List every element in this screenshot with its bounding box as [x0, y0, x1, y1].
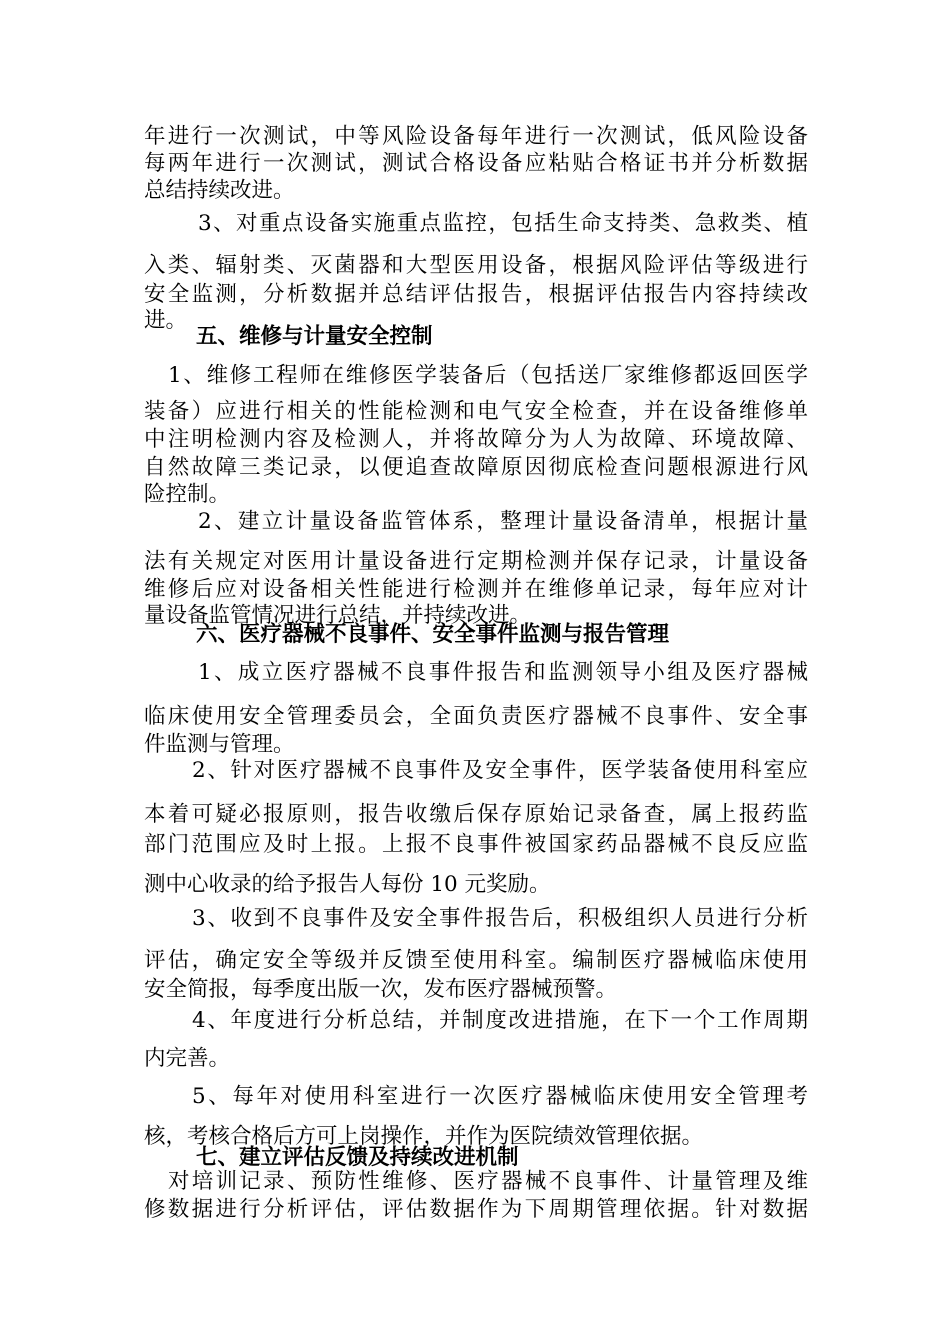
paragraph-adverse-events-2	[144, 754, 808, 901]
text-line: 1、成立医疗器械不良事件报告和监测领导小组及医疗器械	[198, 660, 808, 685]
text-line: 本着可疑必报原则，报告收缴后保存原始记录备查，属上报药监	[144, 802, 808, 827]
text-line: 中注明检测内容及检测人，并将故障分为人为故障、环境故障、	[144, 427, 808, 452]
text-line: 4、年度进行分析总结，并制度改进措施，在下一个工作周期	[192, 1008, 808, 1033]
text-line: 总结持续改进。	[144, 178, 295, 203]
text-line: 修数据进行分析评估，评估数据作为下周期管理依据。针对数据	[144, 1197, 808, 1222]
section-heading-7: 七、建立评估反馈及持续改进机制	[196, 1145, 519, 1170]
paragraph-maintenance	[144, 360, 808, 508]
text-line: 核，考核合格后方可上岗操作，并作为医院绩效管理依据。	[144, 1124, 704, 1149]
text-line: 件监测与管理。	[144, 732, 295, 757]
text-line: 量设备监管情况进行总结，并持续改进。	[144, 603, 532, 628]
text-line: 评估，确定安全等级并反馈至使用科室。编制医疗器械临床使用	[144, 948, 808, 973]
text-line: 2、建立计量设备监管体系，整理计量设备清单，根据计量	[198, 509, 808, 534]
paragraph-adverse-events-1	[144, 656, 808, 758]
text-line: 安全监测，分析数据并总结评估报告，根据评估报告内容持续改	[144, 282, 808, 307]
text-line: 法有关规定对医用计量设备进行定期检测并保存记录，计量设备	[144, 549, 808, 574]
text-line: 每两年进行一次测试，测试合格设备应粘贴合格证书并分析数据	[144, 151, 808, 176]
section-heading-6: 六、医疗器械不良事件、安全事件监测与报告管理	[196, 622, 670, 647]
paragraph-metrology	[144, 506, 808, 628]
text-line: 1、维修工程师在维修医学装备后（包括送厂家维修都返回医学	[168, 363, 808, 388]
text-line: 3、收到不良事件及安全事件报告后，积极组织人员进行分析	[192, 906, 808, 931]
paragraph-assessment	[144, 1080, 808, 1154]
section-heading-5: 五、维修与计量安全控制	[196, 324, 433, 349]
paragraph-adverse-events-3	[144, 902, 808, 1004]
text-line: 年进行一次测试，中等风险设备每年进行一次测试，低风险设备	[144, 124, 808, 149]
text-line: 进。	[144, 308, 188, 333]
text-line: 部门范围应及时上报。上报不良事件被国家药品器械不良反应监	[144, 832, 808, 857]
text-line: 安全简报，每季度出版一次，发布医疗器械预警。	[144, 977, 618, 1002]
text-line: 内完善。	[144, 1046, 231, 1071]
text-line: 2、针对医疗器械不良事件及安全事件，医学装备使用科室应	[192, 758, 808, 783]
text-line: 3、对重点设备实施重点监控，包括生命支持类、急救类、植	[198, 211, 808, 236]
text-line: 险控制。	[144, 482, 231, 507]
text-line: 维修后应对设备相关性能进行检测并在维修单记录，每年应对计	[144, 577, 808, 602]
paragraph-risk-testing	[144, 123, 808, 204]
text-line: 入类、辐射类、灭菌器和大型医用设备，根据风险评估等级进行	[144, 253, 808, 278]
text-line: 测中心收录的给予报告人每份 10 元奖励。	[144, 872, 551, 897]
text-line: 对培训记录、预防性维修、医疗器械不良事件、计量管理及维	[168, 1169, 808, 1194]
text-line: 装备）应进行相关的性能检测和电气安全检查，并在设备维修单	[144, 399, 808, 424]
text-line: 自然故障三类记录，以便追查故障原因彻底检查问题根源进行风	[144, 455, 808, 480]
paragraph-key-equipment	[144, 208, 808, 333]
paragraph-evaluation-feedback	[144, 1168, 808, 1224]
text-line: 临床使用安全管理委员会，全面负责医疗器械不良事件、安全事	[144, 704, 808, 729]
text-line: 5、每年对使用科室进行一次医疗器械临床使用安全管理考	[192, 1084, 808, 1109]
paragraph-annual-summary	[144, 1002, 808, 1077]
